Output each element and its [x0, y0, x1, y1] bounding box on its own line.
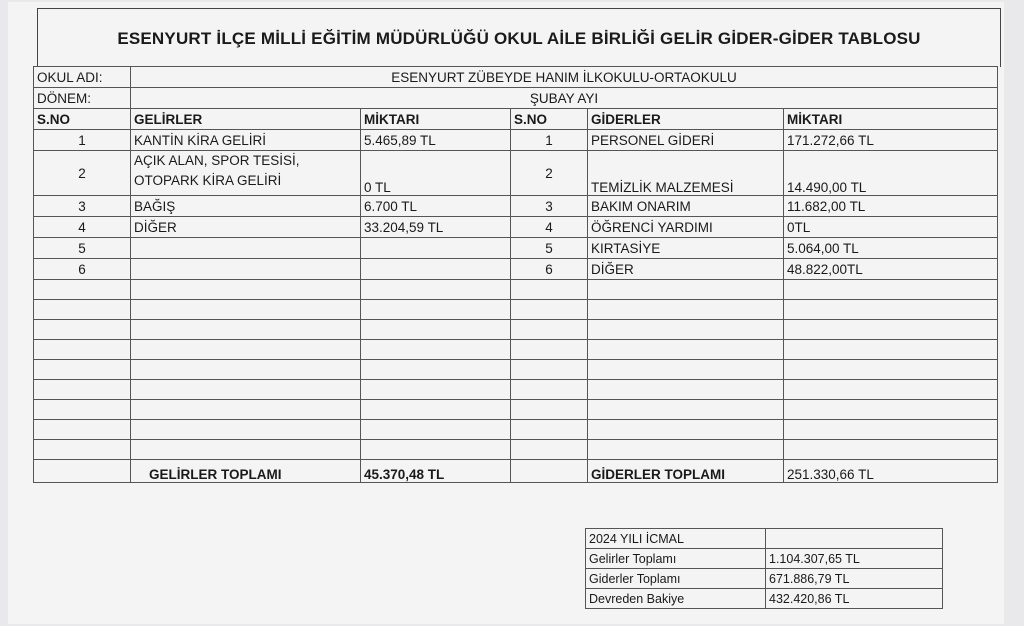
empty-row	[34, 400, 998, 420]
income-expense-table	[33, 66, 998, 483]
summary-row	[586, 549, 943, 569]
header-expense: GİDERLER	[588, 109, 784, 130]
expense-no: 6	[511, 259, 588, 280]
row-no: 6	[34, 259, 131, 280]
expense-amount: 171.272,66 TL	[784, 130, 998, 151]
empty-row	[34, 340, 998, 360]
income-total-value: 45.370,48 TL	[361, 460, 511, 483]
period-value: ŞUBAY AYI	[131, 88, 998, 109]
header-amount-left: MİKTARI	[361, 109, 511, 130]
income-item	[131, 259, 361, 280]
expense-item: ÖĞRENCİ YARDIMI	[588, 217, 784, 238]
expense-no: 5	[511, 238, 588, 259]
summary-title-row	[586, 529, 943, 549]
income-amount: 33.204,59 TL	[361, 217, 511, 238]
row-no: 5	[34, 238, 131, 259]
empty-row	[34, 440, 998, 460]
summary-balance-value: 432.420,86 TL	[766, 589, 943, 609]
expense-total-value: 251.330,66 TL	[784, 460, 998, 483]
yearly-summary-table	[585, 528, 943, 609]
empty-row	[34, 380, 998, 400]
expense-amount: 0TL	[784, 217, 998, 238]
table-row	[34, 196, 998, 217]
row-no: 2	[34, 151, 131, 196]
summary-row	[586, 569, 943, 589]
table-row	[34, 259, 998, 280]
header-sno-right: S.NO	[511, 109, 588, 130]
empty-row	[34, 300, 998, 320]
row-no: 1	[34, 130, 131, 151]
table-row	[34, 217, 998, 238]
summary-row	[586, 589, 943, 609]
income-item: KANTİN KİRA GELİRİ	[131, 130, 361, 151]
empty-row	[34, 280, 998, 300]
document-title: ESENYURT İLÇE MİLLİ EĞİTİM MÜDÜRLÜĞÜ OKUL AİLE BİRLİĞİ GELİR GİDER-GİDER TABLOSU	[117, 29, 921, 48]
summary-balance-label: Devreden Bakiye	[586, 589, 766, 609]
income-amount: 5.465,89 TL	[361, 130, 511, 151]
expense-no: 4	[511, 217, 588, 238]
expense-item: TEMİZLİK MALZEMESİ	[588, 151, 784, 196]
expense-item: DİĞER	[588, 259, 784, 280]
income-amount: 0 TL	[361, 151, 511, 196]
row-no: 3	[34, 196, 131, 217]
header-income: GELİRLER	[131, 109, 361, 130]
school-value: ESENYURT ZÜBEYDE HANIM İLKOKULU-ORTAOKULU	[131, 67, 998, 88]
income-item: BAĞIŞ	[131, 196, 361, 217]
income-amount: 6.700 TL	[361, 196, 511, 217]
expense-item: KIRTASİYE	[588, 238, 784, 259]
summary-expense-value: 671.886,79 TL	[766, 569, 943, 589]
period-label: DÖNEM:	[34, 88, 131, 109]
expense-item: BAKIM ONARIM	[588, 196, 784, 217]
table-row	[34, 238, 998, 259]
empty-row	[34, 320, 998, 340]
income-amount	[361, 259, 511, 280]
income-item: DİĞER	[131, 217, 361, 238]
income-amount	[361, 238, 511, 259]
header-amount-right: MİKTARI	[784, 109, 998, 130]
summary-title: 2024 YILI İCMAL	[586, 529, 766, 549]
expense-amount: 48.822,00TL	[784, 259, 998, 280]
school-row	[34, 67, 998, 88]
period-row	[34, 88, 998, 109]
expense-no: 2	[511, 151, 588, 196]
totals-row	[34, 460, 998, 483]
table-row	[34, 130, 998, 151]
title-box	[37, 8, 1001, 67]
expense-no: 3	[511, 196, 588, 217]
expense-amount: 5.064,00 TL	[784, 238, 998, 259]
school-label: OKUL ADI:	[34, 67, 131, 88]
summary-expense-label: Giderler Toplamı	[586, 569, 766, 589]
summary-income-label: Gelirler Toplamı	[586, 549, 766, 569]
header-row	[34, 109, 998, 130]
income-item: AÇIK ALAN, SPOR TESİSİ, OTOPARK KİRA GELİRİ	[131, 151, 361, 196]
expense-no: 1	[511, 130, 588, 151]
expense-total-label: GİDERLER TOPLAMI	[588, 460, 784, 483]
header-sno-left: S.NO	[34, 109, 131, 130]
empty-row	[34, 360, 998, 380]
summary-income-value: 1.104.307,65 TL	[766, 549, 943, 569]
row-no: 4	[34, 217, 131, 238]
expense-amount: 14.490,00 TL	[784, 151, 998, 196]
table-row	[34, 151, 998, 196]
income-item	[131, 238, 361, 259]
expense-item: PERSONEL GİDERİ	[588, 130, 784, 151]
income-total-label: GELİRLER TOPLAMI	[131, 460, 361, 483]
empty-row	[34, 420, 998, 440]
expense-amount: 11.682,00 TL	[784, 196, 998, 217]
